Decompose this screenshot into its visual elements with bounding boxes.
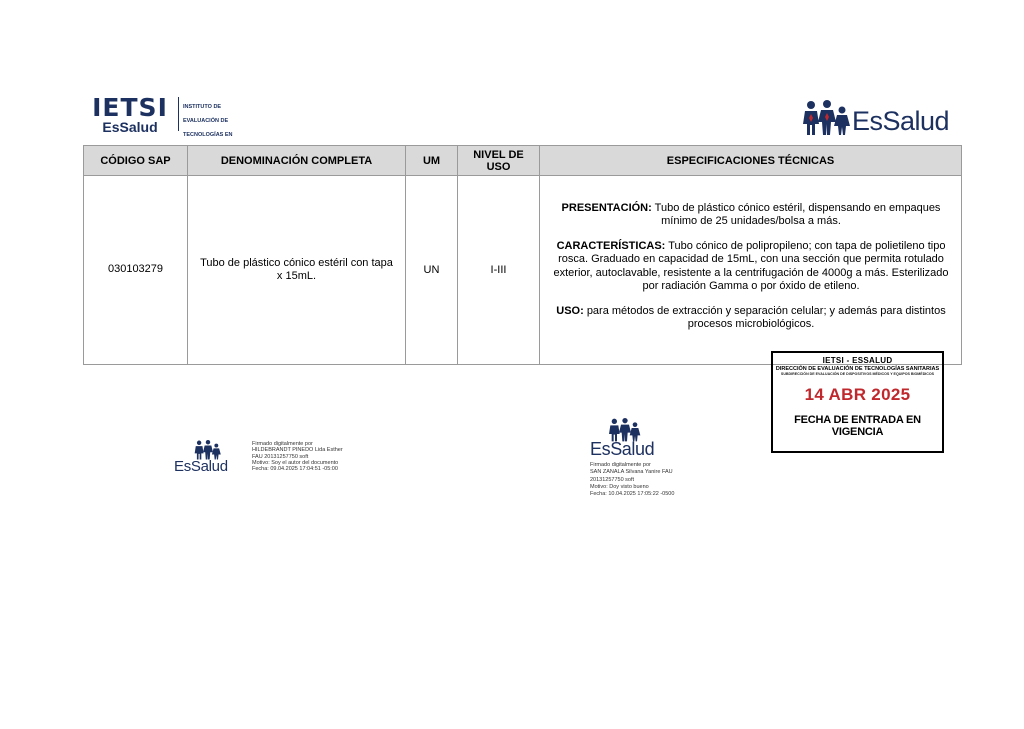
table-header-row <box>84 146 962 176</box>
signature2-line: 20131257750 soft <box>590 476 635 483</box>
cell-nivel-de-uso: I-III <box>458 176 540 365</box>
signature2-line: Firmado digitalmente por <box>590 462 651 468</box>
ietsi-logo-name: IETSI <box>92 93 168 122</box>
ietsi-logo-description: INSTITUTO DE EVALUACIÓN DE TECNOLOGÍAS EN <box>183 104 233 138</box>
header-um: UM <box>406 146 458 176</box>
cell-um: UN <box>406 176 458 365</box>
essalud-logo-text: EsSalud <box>852 106 950 136</box>
signature1-line: Motivo: Soy el autor del documento <box>252 459 339 466</box>
header-especificaciones: ESPECIFICACIONES TÉCNICAS <box>540 146 962 176</box>
essalud-family-icon <box>188 440 228 460</box>
specification-table <box>83 145 962 365</box>
caracteristicas-text: Tubo cónico de polipropileno; con tapa de polietileno tipo rosca. Graduado en capacidad de 15mL, con una sección que permita rotulado exterior, autoclavable, resistente a la centrifugación de 4000g a más. Esterilizado por radiación Gamma o por óxido de etileno. <box>553 239 949 292</box>
table-row <box>84 176 962 365</box>
stamp-footer: FECHA DE ENTRADA EN VIGENCIA <box>794 414 921 438</box>
presentacion-text: Tubo de plástico cónico estéril, dispensando en empaques mínimo de 25 unidades/bolsa a más. <box>654 201 941 227</box>
caracteristicas-paragraph <box>547 240 955 294</box>
caracteristicas-label: CARACTERÍSTICAS: <box>556 239 666 252</box>
signature2-line: SAN ZANALA Silvana Yanire FAU <box>590 469 673 476</box>
ietsi-logo <box>86 93 246 138</box>
uso-label: USO: <box>556 304 584 317</box>
signature2-line: Fecha: 10.04.2025 17:05:22 -0500 <box>590 491 675 498</box>
cell-denominacion: Tubo de plástico cónico estéril con tapa x 15mL. <box>188 176 406 365</box>
stamp-line3: SUBDIRECCIÓN DE EVALUACIÓN DE DISPOSITIVOS MÉDICOS Y EQUIPOS BIOMÉDICOS <box>780 372 935 376</box>
uso-paragraph <box>547 305 955 332</box>
cell-codigo-sap: 030103279 <box>84 176 188 365</box>
cell-especificaciones <box>540 176 962 365</box>
presentacion-paragraph <box>547 202 955 229</box>
signature2-logo-text: EsSalud <box>590 439 655 459</box>
header-nivel-de-uso: NIVEL DE USO <box>458 146 540 176</box>
signature2-block <box>590 462 674 498</box>
signature2-line: Motivo: Doy visto bueno <box>590 483 649 490</box>
validity-stamp <box>771 351 944 453</box>
uso-text: para métodos de extracción y separación celular; y además para distintos procesos microbiológicos. <box>586 304 946 330</box>
signature1-logo-text: EsSalud <box>174 458 228 475</box>
signature1-line: HILDEBRANDT PINEDO Lida Esther <box>252 447 343 454</box>
signature1-line: Firmado digitalmente por <box>252 441 313 447</box>
essalud-family-icon <box>802 100 852 136</box>
signature1-line: FAU 20131257750 soft <box>252 453 309 460</box>
essalud-logo <box>802 100 962 140</box>
stamp-line1: IETSI - ESSALUD <box>822 356 893 365</box>
ietsi-logo-sub: EsSalud <box>102 119 158 135</box>
stamp-date: 14 ABR 2025 <box>804 385 911 404</box>
header-denominacion: DENOMINACIÓN COMPLETA <box>188 146 406 176</box>
signature1-logo <box>174 440 236 480</box>
signature2-logo <box>590 418 660 462</box>
header-codigo-sap: CÓDIGO SAP <box>84 146 188 176</box>
presentacion-label: PRESENTACIÓN: <box>561 201 652 214</box>
ietsi-logo-divider <box>178 97 179 131</box>
signature1-line: Fecha: 09.04.2025 17:04:51 -05:00 <box>252 466 338 473</box>
stamp-line2: DIRECCIÓN DE EVALUACIÓN DE TECNOLOGÍAS SANITARIAS <box>775 366 940 372</box>
signature1-block <box>252 441 343 472</box>
